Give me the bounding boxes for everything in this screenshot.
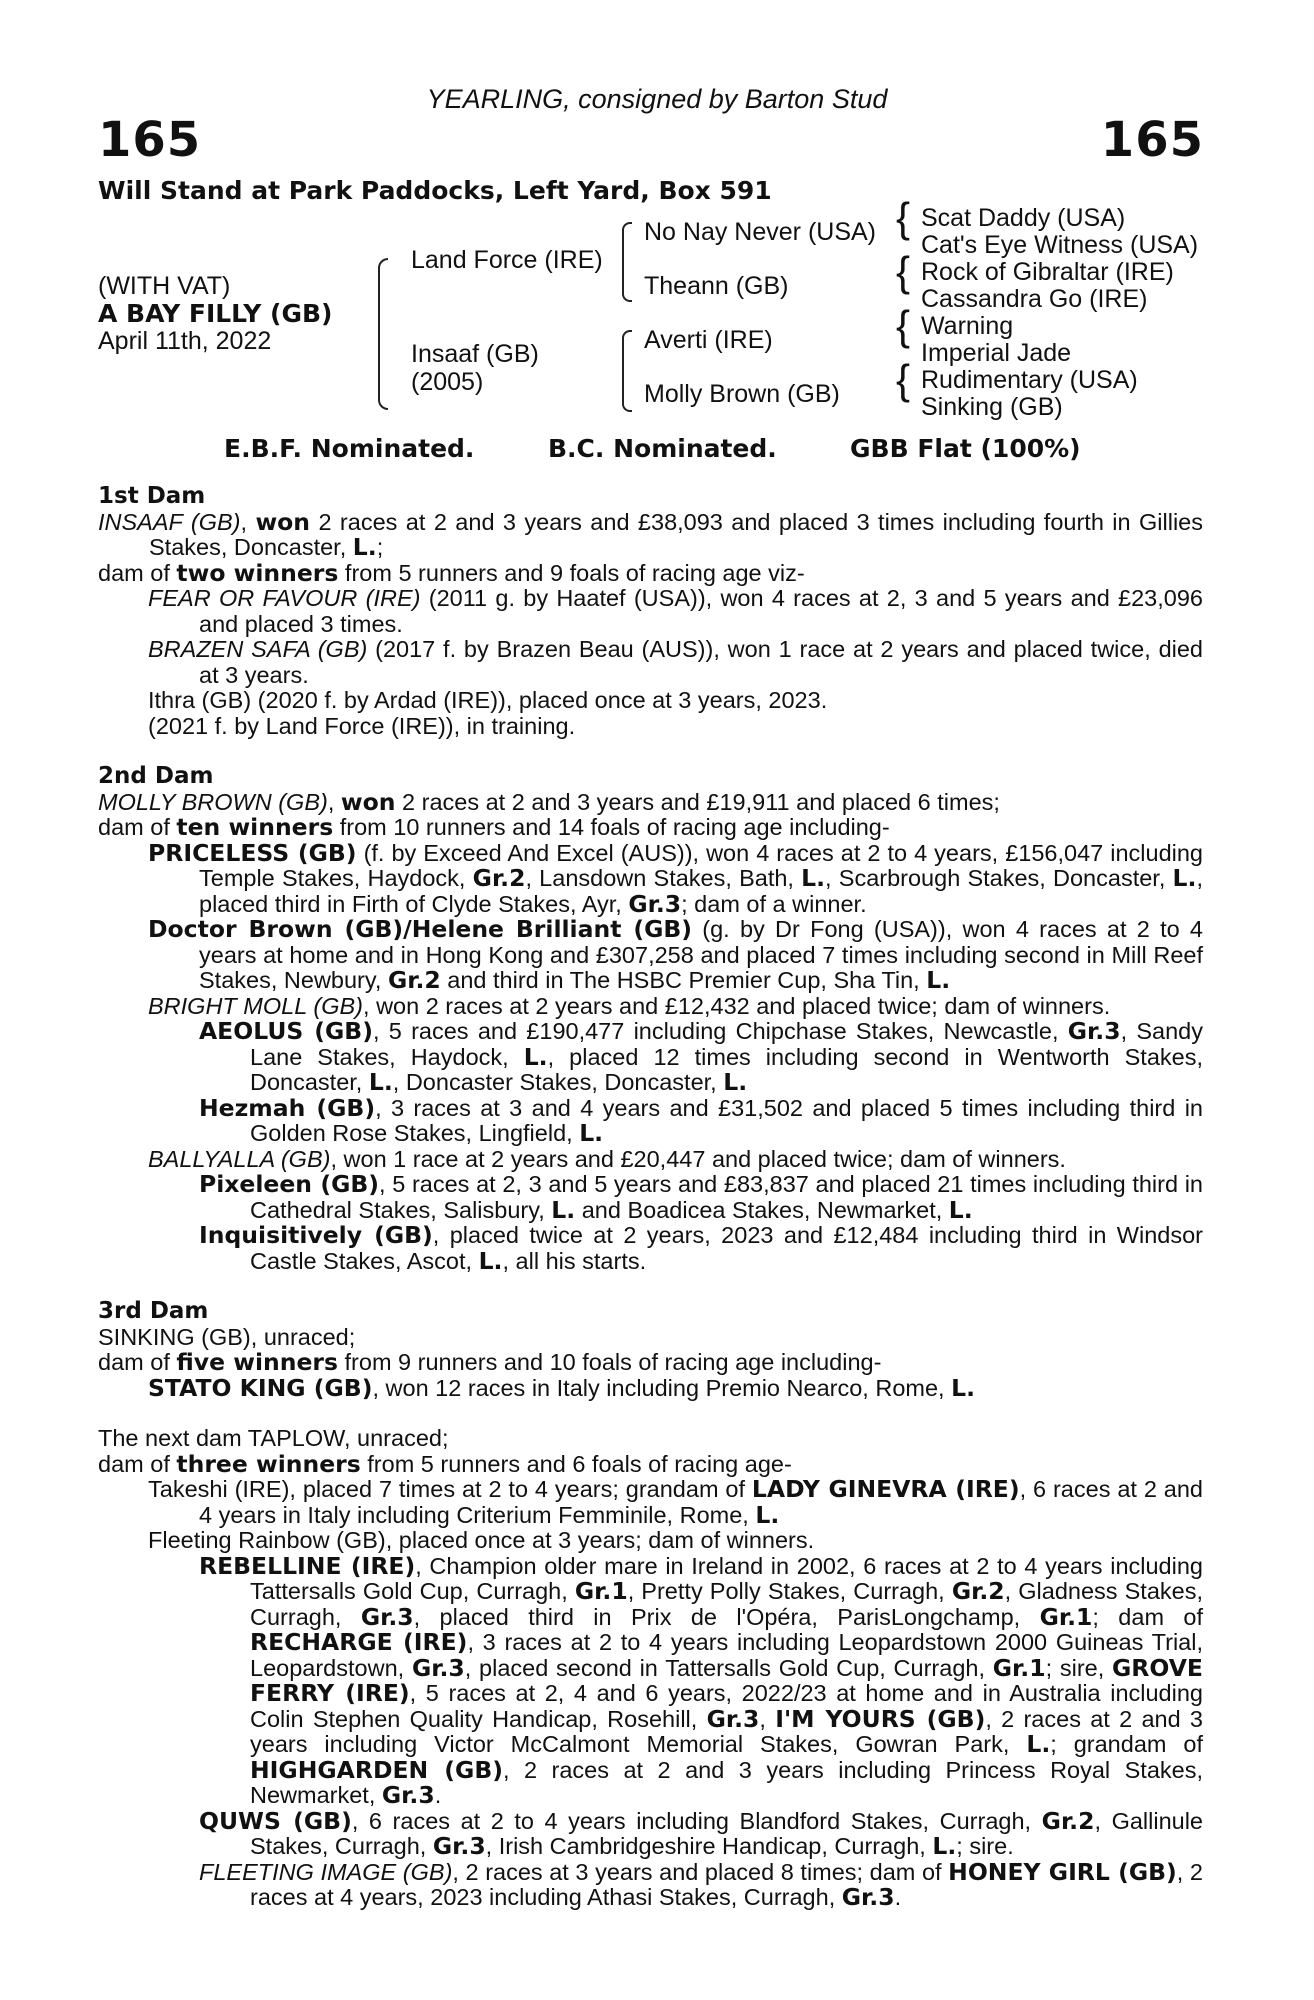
produce-item: FEAR OR FAVOUR (IRE) (2011 g. by Haatef (USA)), won 4 races at 2, 3 and 5 years and £23,096 and placed 3 times. — [148, 585, 1203, 637]
sire: Land Force (IRE) — [411, 246, 603, 274]
lot-number-left: 165 — [98, 112, 202, 168]
produce-item: (2021 f. by Land Force (IRE)), in training. — [148, 712, 576, 739]
horse-name: A BAY FILLY (GB) — [98, 299, 333, 328]
bc-nomination: B.C. Nominated. — [548, 434, 777, 463]
first-dam-heading: 1st Dam — [98, 483, 206, 509]
first-dam-name: INSAAF (GB) — [98, 508, 241, 535]
third-dam-produce-summary: dam of five winners from 9 runners and 10 foals of racing age including- — [98, 1348, 882, 1376]
dam-year: (2005) — [411, 368, 484, 396]
brace-g56: { — [896, 302, 911, 349]
catalogue-body — [98, 484, 1203, 1911]
grand-produce-item: FLEETING IMAGE (GB), 2 races at 3 years and placed 8 times; dam of HONEY GIRL (GB), 2 races at 4 years, 2023 including Athasi Stakes, Curragh, Gr.3. — [199, 1857, 1203, 1911]
ggp-4: Cassandra Go (IRE) — [921, 285, 1148, 313]
ggp-5: Warning — [921, 312, 1014, 340]
sire-dam: Theann (GB) — [644, 272, 789, 300]
pedigree-brace-parents — [378, 258, 388, 410]
lot-number-right: 165 — [1100, 112, 1204, 168]
grand-produce-item: Pixeleen (GB), 5 races at 2, 3 and 5 years and £83,837 and placed 21 times including third in Cathedral Stakes, Salisbury, L. and Boadicea Stakes, Newmarket, L. — [199, 1170, 1203, 1224]
dam: Insaaf (GB) — [411, 340, 539, 368]
grand-produce-item: QUWS (GB), 6 races at 2 to 4 years including Blandford Stakes, Curragh, Gr.2, Gallinule Stakes, Curragh, Gr.3, Irish Cambridgeshire Handicap, Curragh, L.; sire. — [199, 1806, 1204, 1860]
second-dam-produce-summary: dam of ten winners from 10 runners and 14 foals of racing age including- — [98, 813, 890, 841]
produce-item: BRAZEN SAFA (GB) (2017 f. by Brazen Beau (AUS)), won 1 race at 2 years and placed twice, died at 3 years. — [148, 636, 1203, 688]
produce-item: Takeshi (IRE), placed 7 times at 2 to 4 years; grandam of LADY GINEVRA (IRE), 6 races at 2 and 4 years in Italy including Criterium Femminile, Rome, L. — [148, 1475, 1204, 1529]
ggp-8: Sinking (GB) — [921, 393, 1063, 421]
vat-note: (WITH VAT) — [98, 272, 231, 300]
brace-g78: { — [896, 356, 911, 403]
produce-item: STATO KING (GB), won 12 races in Italy including Premio Nearco, Rome, L. — [148, 1373, 975, 1402]
brace-g34: { — [896, 248, 911, 295]
grand-produce-item: Hezmah (GB), 3 races at 3 and 4 years and £31,502 and placed 5 times including third in Golden Rose Stakes, Lingfield, L. — [199, 1093, 1203, 1147]
produce-item: BRIGHT MOLL (GB), won 2 races at 2 years and £12,432 and placed twice; dam of winners. — [148, 992, 1111, 1019]
grand-produce-item: Inquisitively (GB), placed twice at 2 years, 2023 and £12,484 including third in Windsor Castle Stakes, Ascot, L., all his starts. — [199, 1221, 1203, 1275]
third-dam-record: SINKING (GB), unraced; — [98, 1323, 356, 1350]
third-dam-heading: 3rd Dam — [98, 1298, 209, 1324]
produce-item: PRICELESS (GB) (f. by Exceed And Excel (AUS)), won 4 races at 2 to 4 years, £156,047 including Temple Stakes, Haydock, Gr.2, Lansdown Stakes, Bath, L., Scarbrough Stakes, Doncaster, L., placed third in Firth of Clyde Stakes, Ayr, Gr.3; dam of a winner. — [148, 838, 1203, 918]
next-dam-produce-summary: dam of three winners from 5 runners and 6 foals of racing age- — [98, 1449, 792, 1478]
second-dam-heading: 2nd Dam — [98, 763, 214, 789]
ggp-7: Rudimentary (USA) — [921, 366, 1138, 394]
dam-sire: Averti (IRE) — [644, 326, 773, 354]
ggp-1: Scat Daddy (USA) — [921, 204, 1126, 232]
produce-item: Fleeting Rainbow (GB), placed once at 3 years; dam of winners. — [148, 1527, 815, 1553]
ggp-2: Cat's Eye Witness (USA) — [921, 231, 1199, 259]
horse-dob: April 11th, 2022 — [98, 327, 272, 355]
second-dam-record: MOLLY BROWN (GB), won 2 races at 2 and 3 years and £19,911 and placed 6 times; — [98, 787, 1000, 816]
pedigree-brace-dam — [622, 330, 632, 412]
next-dam-record: The next dam TAPLOW, unraced; — [98, 1425, 449, 1451]
gbb-nomination: GBB Flat (100%) — [850, 434, 1081, 463]
consignment-line: YEARLING, consigned by Barton Stud — [426, 84, 888, 114]
brace-g12: { — [896, 194, 911, 241]
first-dam-record: INSAAF (GB), won 2 races at 2 and 3 years and £38,093 and placed 3 times including fourth in Gillies Stakes, Doncaster, L.; — [98, 507, 1203, 561]
produce-item: BALLYALLA (GB), won 1 race at 2 years and £20,447 and placed twice; dam of winners. — [148, 1145, 1066, 1172]
dam-dam: Molly Brown (GB) — [644, 380, 840, 408]
ggp-3: Rock of Gibraltar (IRE) — [921, 258, 1174, 286]
grand-produce-item: REBELLINE (IRE), Champion older mare in Ireland in 2002, 6 races at 2 to 4 years including Tattersalls Gold Cup, Curragh, Gr.1, Pretty Polly Stakes, Curragh, Gr.2, Gladness Stakes, Curragh, Gr.3, placed third in Prix de l'Opéra, ParisLongchamp, Gr.1; dam of RECHARGE (IRE), 3 races at 2 to 4 years including Leopardstown 2000 Guineas Trial, Leopardstown, Gr.3, placed second in Tattersalls Gold Cup, Curragh, Gr.1; sire, GROVE FERRY (IRE), 5 races at 2, 4 and 6 years, 2022/23 at home and in Australia including Colin Stephen Quality Handicap, Rosehill, Gr.3, I'M YOURS (GB), 2 races at 2 and 3 years including Victor McCalmont Memorial Stakes, Gowran Park, L.; grandam of HIGHGARDEN (GB), 2 races at 2 and 3 years including Princess Royal Stakes, Newmarket, Gr.3. — [199, 1551, 1204, 1809]
pedigree-brace-sire — [622, 222, 632, 302]
stand-location: Will Stand at Park Paddocks, Left Yard, Box 591 — [98, 176, 772, 205]
sire-sire: No Nay Never (USA) — [644, 218, 876, 246]
produce-item: Doctor Brown (GB)/Helene Brilliant (GB) (g. by Dr Fong (USA)), won 4 races at 2 to 4 years at home and in Hong Kong and £307,258 and placed 7 times including second in Mill Reef Stakes, Newbury, Gr.2 and third in The HSBC Premier Cup, Sha Tin, L. — [148, 915, 1203, 994]
produce-item: Ithra (GB) (2020 f. by Ardad (IRE)), placed once at 3 years, 2023. — [148, 687, 828, 713]
first-dam-produce-summary: dam of two winners from 5 runners and 9 foals of racing age viz- — [98, 558, 805, 587]
ggp-6: Imperial Jade — [921, 339, 1072, 367]
ebf-nomination: E.B.F. Nominated. — [224, 434, 475, 463]
grand-produce-item: AEOLUS (GB), 5 races and £190,477 including Chipchase Stakes, Newcastle, Gr.3, Sandy Lane Stakes, Haydock, L., placed 12 times including second in Wentworth Stakes, Doncaster, L., Doncaster Stakes, Doncaster, L. — [199, 1017, 1203, 1096]
